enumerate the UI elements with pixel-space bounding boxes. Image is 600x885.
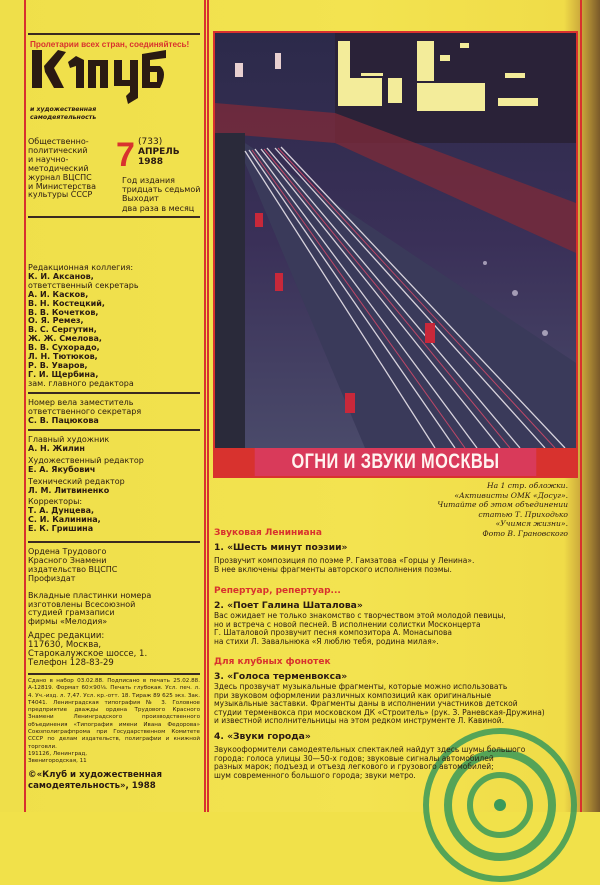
imprint: [28, 678, 200, 766]
text-line: Год издания: [122, 176, 175, 185]
board-member: В. С. Сергутин,: [28, 325, 97, 335]
divider: [28, 429, 200, 431]
border-line: [24, 0, 26, 812]
caption-line: «Учимся жизни».: [495, 519, 568, 529]
track-title: 4. «Звуки города»: [214, 731, 311, 742]
board-member: Л. Н. Тютюков,: [28, 352, 98, 362]
staff-role: Технический редактор: [28, 476, 125, 486]
proofreader: С. И. Калинина,: [28, 515, 101, 525]
board-member: зам. главного редактора: [28, 378, 134, 388]
track-description-line: В нее включены фрагменты авторского исполнения поэмы.: [214, 564, 452, 574]
text-line: ©«Клуб и художественная: [28, 770, 162, 780]
caption-line: Читайте об этом объединении: [437, 500, 568, 510]
track-title: 1. «Шесть минут поэзии»: [214, 542, 348, 553]
klub-logo: [30, 50, 170, 106]
address-line: Адрес редакции:: [28, 631, 105, 642]
logo-subtitle-line: самодеятельность: [30, 114, 97, 121]
text-line: культуры СССР: [28, 190, 93, 200]
text-line: 191126, Ленинград,: [28, 750, 88, 757]
text-line: два раза в месяц: [122, 203, 195, 213]
board-member: В. В. Кочетков,: [28, 307, 99, 317]
issue-month: АПРЕЛЬ: [138, 147, 180, 157]
photo-title-banner: ОГНИ И ЗВУКИ МОСКВЫ: [255, 448, 537, 476]
text-line: изготовлены Всесоюзной: [28, 599, 136, 609]
section-heading: Репертуар, репертуар...: [214, 586, 341, 596]
text-line: журнал ВЦСПС: [28, 172, 92, 182]
text-line: и Министерства: [28, 181, 97, 191]
text-line: Выходит: [122, 194, 159, 204]
divider: [28, 392, 200, 394]
track-title: 3. «Голоса терменвокса»: [214, 671, 348, 682]
text-line: Ордена Трудового: [28, 547, 107, 556]
text-line: Красного Знамени: [28, 555, 107, 565]
proofreader: Т. А. Дунцева,: [28, 506, 95, 516]
border-line: [207, 0, 209, 812]
caption-line: «Активисты ОМК «Досуг».: [454, 490, 568, 500]
text-line: самодеятельность», 1988: [28, 780, 156, 791]
board-member: Г. И. Щербина,: [28, 369, 99, 379]
board-member: А. И. Касков,: [28, 289, 89, 299]
track-description-line: и известной исполнительницы на этом редком инструменте Л. Кавиной.: [214, 716, 504, 726]
board-member: К. И. Аксанов,: [28, 271, 94, 281]
text-line: и научно-: [28, 154, 69, 164]
track-description-line: города: голоса улицы 30—50-х годов; звуковые сигналы автомобилей: [214, 753, 494, 763]
divider: [28, 216, 200, 218]
track-description-line: разных марок; подъезд и отъезд легкового и грузового автомобилей;: [214, 762, 494, 772]
editorial-board: [28, 264, 200, 389]
staff-role: Художественный редактор: [28, 455, 144, 465]
board-member: ответственный секретарь: [28, 280, 139, 290]
board-member: Р. В. Уваров,: [28, 360, 88, 370]
text-line: тридцать седьмой: [122, 185, 201, 195]
staff-name: А. Н. Жилин: [28, 443, 85, 453]
text-line: издательство ВЦСПС: [28, 564, 118, 574]
logo-subtitle: [30, 106, 96, 122]
address-line: Телефон 128-83-29: [28, 658, 114, 669]
proof-title: Корректоры:: [28, 497, 83, 507]
copyright: [28, 770, 200, 791]
issue-number: 7: [116, 136, 135, 174]
border-line: [580, 0, 582, 812]
board-member: Ж. Ж. Смелова,: [28, 334, 102, 344]
staff-list: [28, 436, 200, 534]
divider: [28, 673, 200, 675]
publisher-info: [28, 548, 200, 668]
divider: [28, 33, 200, 35]
track-description-line: но и встреча с новой песней. В исполнении солистки Москонцерта: [214, 619, 481, 629]
text-line: Профиздат: [28, 573, 76, 583]
track-description-line: при звуковом оформлении различных композиций как оригинальные: [214, 690, 492, 700]
issue-editor: [28, 399, 200, 426]
caption-line: Фото В. Грановского: [482, 528, 568, 538]
board-member: О. Я. Ремез,: [28, 316, 84, 326]
track-description-line: музыкальные заставки. Фрагменты даны в исполнении участников детской: [214, 699, 518, 709]
track-description-line: шум современного большого города; звуки метро.: [214, 770, 416, 780]
text-line: фирмы «Мелодия»: [28, 617, 108, 627]
night-city-photo: [215, 33, 576, 448]
address-line: Старокалужское шоссе, 1.: [28, 649, 148, 660]
section-heading: Для клубных фонотек: [214, 657, 331, 667]
slogan: Пролетарии всех стран, соединяйтесь!: [30, 40, 190, 49]
logo-subtitle-line: и художественная: [30, 106, 97, 113]
issue-year: 1988: [138, 157, 164, 167]
contents-item: [214, 586, 506, 646]
track-description-line: Звукооформители самодеятельных спектаклей найдут здесь шумы большого: [214, 745, 526, 754]
editor-name: С. В. Пацюкова: [28, 415, 99, 425]
track-description-line: Вас ожидает не только знакомство с творчеством этой молодой певицы,: [214, 611, 506, 620]
magazine-description: [28, 138, 114, 200]
staff-name: Л. М. Литвиненко: [28, 485, 110, 495]
text-line: студией грамзаписи: [28, 608, 115, 618]
proofreader: Е. К. Гришина: [28, 524, 94, 534]
contents-item: [214, 731, 525, 780]
staff-role: Главный художник: [28, 435, 110, 444]
contents-item: [214, 657, 545, 726]
track-description-line: Прозвучит композиция по поэме Р. Гамзатова «Горцы у Ленина».: [214, 556, 475, 565]
track-description-line: Здесь прозвучат музыкальные фрагменты, которые можно использовать: [214, 682, 508, 691]
board-member: В. В. Сухорадо,: [28, 343, 100, 353]
text-line: Номер вела заместитель: [28, 398, 134, 407]
caption-line: статью Т. Приходько: [478, 509, 568, 519]
year-info: [122, 176, 200, 213]
text-line: политический: [28, 145, 88, 155]
text-line: Общественно-: [28, 137, 89, 146]
track-title: 2. «Поет Галина Шаталова»: [214, 600, 363, 611]
text-line: методический: [28, 163, 89, 173]
section-heading: Звуковая Лениниана: [214, 528, 322, 538]
track-description-line: Г. Шаталовой прозвучит песня композитора А. Монасыпова: [214, 628, 453, 638]
cover-photo-moscow-night: [213, 31, 578, 478]
text-line: Вкладные пластинки номера: [28, 590, 152, 600]
imprint-text: Сдано в набор 03.02.88. Подписано в печать 25.02.88. А-12819. Формат 60×90⅛. Печать глубокая. Усл. печ. л. 4. Уч.-изд. л. 7,47. Усл. кр.-отт. 18. Тираж 89 625 экз. Зак. Т4041. Ленинградская типография № 3. Головное предприятие дважды ордена Трудового Красного Знамени Ленинградского производственного объединения «Типография имени Ивана Федорова» Союзполиграфпрома при Государственном Комитете СССР по делам издательств, полиграфии и книжной торговли.: [28, 678, 200, 750]
divider: [28, 541, 200, 543]
staff-name: Е. А. Якубович: [28, 464, 96, 474]
track-description-line: на стихи Л. Завальнюка «Я люблю тебя, родина милая».: [214, 636, 439, 646]
board-title: Редакционная коллегия:: [28, 263, 134, 272]
caption-line: На 1 стр. обложки.: [486, 481, 568, 490]
text-line: ответственного секретаря: [28, 406, 142, 416]
issue-date: [138, 137, 180, 167]
issue-total: (733): [138, 137, 163, 147]
contents-item: [214, 528, 474, 574]
address-line: 117630, Москва,: [28, 640, 102, 651]
text-line: Звенигородская, 11: [28, 758, 87, 765]
border-line: [204, 0, 206, 812]
board-member: В. Н. Костецкий,: [28, 298, 105, 308]
track-description-line: студии терменвокса при московском ДК «Строитель» (рук. З. Раневская-Дружина): [214, 707, 545, 717]
